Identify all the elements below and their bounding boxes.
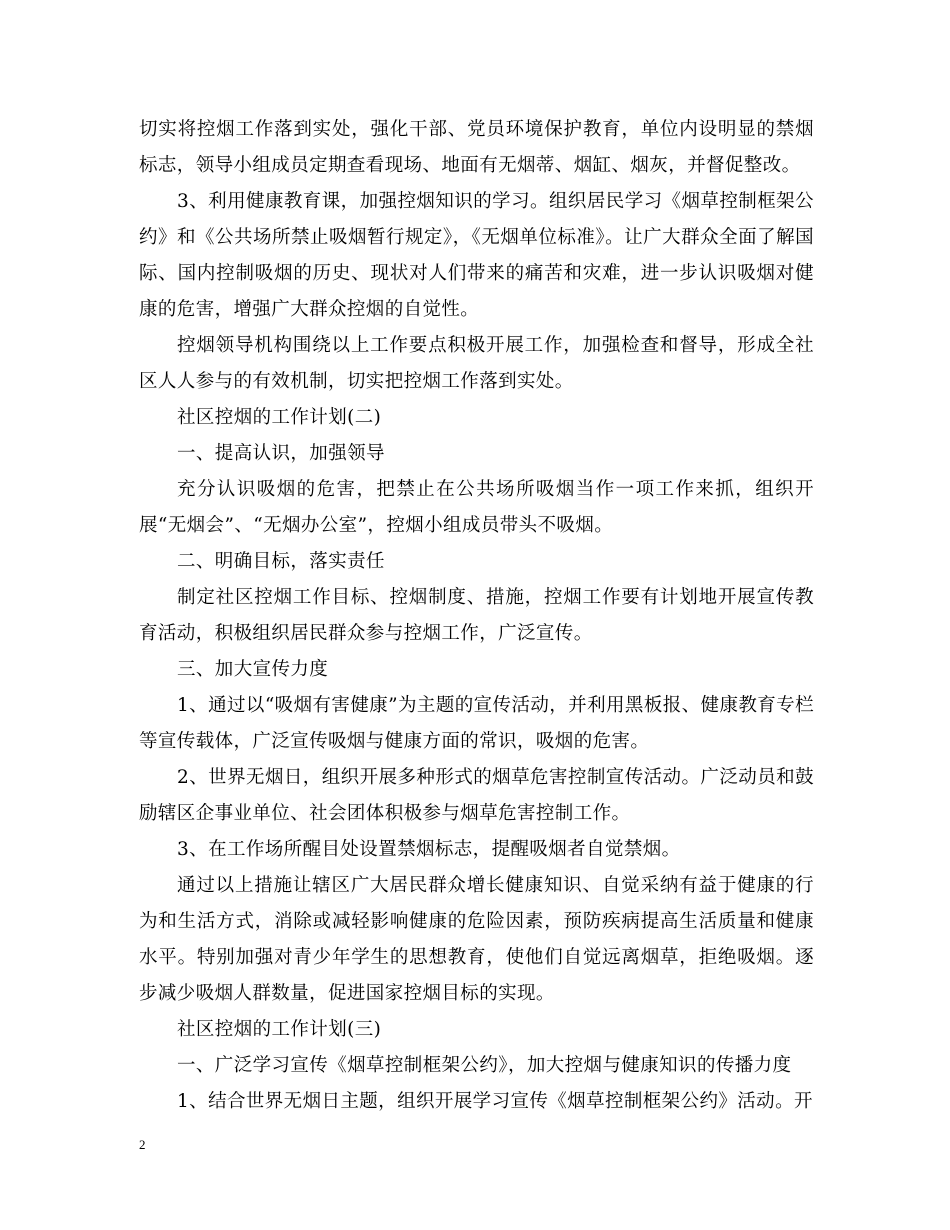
heading-clear-goals: 二、明确目标，落实责任 <box>177 551 385 572</box>
heading-framework-convention: 一、广泛学习宣传《烟草控制框架公约》，加大控烟与健康知识的传播力度 <box>177 1055 792 1076</box>
paragraph-publicity-two: 2、世界无烟日，组织开展多种形式的烟草危害控制宣传活动。广泛动员和鼓励辖区企事业单位、社会团体积极参与烟草危害控制工作。 <box>139 767 814 824</box>
section-title-plan-two: 社区控烟的工作计划(二) <box>177 407 382 428</box>
paragraph-publicity-one: 1、通过以“吸烟有害健康”为主题的宣传活动，并利用黑板报、健康教育专栏等宣传载体，广泛宣传吸烟与健康方面的常识，吸烟的危害。 <box>139 695 814 752</box>
heading-publicity: 三、加大宣传力度 <box>177 659 329 680</box>
paragraph-publicity-three: 3、在工作场所醒目处设置禁烟标志，提醒吸烟者自觉禁烟。 <box>177 839 681 860</box>
section-title-plan-three: 社区控烟的工作计划(三) <box>177 1019 382 1040</box>
paragraph-summary: 控烟领导机构围绕以上工作要点积极开展工作，加强检查和督导，形成全社区人人参与的有效机制，切实把控烟工作落到实处。 <box>139 335 814 392</box>
paragraph-world-no-tobacco-day: 1、结合世界无烟日主题，组织开展学习宣传《烟草控制框架公约》活动。开 <box>177 1091 813 1112</box>
page-number: 2 <box>139 1137 146 1152</box>
paragraph-health-education: 3、利用健康教育课，加强控烟知识的学习。组织居民学习《烟草控制框架公约》和《公共场所禁止吸烟暂行规定》，《无烟单位标准》。让广大群众全面了解国际、国内控制吸烟的历史、现状对人们带来的痛苦和灾难，进一步认识吸烟对健康的危害，增强广大群众控烟的自觉性。 <box>139 191 814 320</box>
paragraph-continuation: 切实将控烟工作落到实处，强化干部、党员环境保护教育，单位内设明显的禁烟标志，领导小组成员定期查看现场、地面有无烟蒂、烟缸、烟灰，并督促整改。 <box>139 119 814 176</box>
document-body <box>139 112 814 1120</box>
paragraph-measures: 通过以上措施让辖区广大居民群众增长健康知识、自觉采纳有益于健康的行为和生活方式，消除或减轻影响健康的危险因素，预防疾病提高生活质量和健康水平。特别加强对青少年学生的思想教育，使他们自觉远离烟草，拒绝吸烟。逐步减少吸烟人群数量，促进国家控烟目标的实现。 <box>139 875 814 1004</box>
paragraph-awareness: 充分认识吸烟的危害，把禁止在公共场所吸烟当作一项工作来抓，组织开展“无烟会”、“无烟办公室”，控烟小组成员带头不吸烟。 <box>139 479 814 536</box>
heading-raise-awareness: 一、提高认识，加强领导 <box>177 443 385 464</box>
paragraph-goals: 制定社区控烟工作目标、控烟制度、措施，控烟工作要有计划地开展宣传教育活动，积极组织居民群众参与控烟工作，广泛宣传。 <box>139 587 814 644</box>
